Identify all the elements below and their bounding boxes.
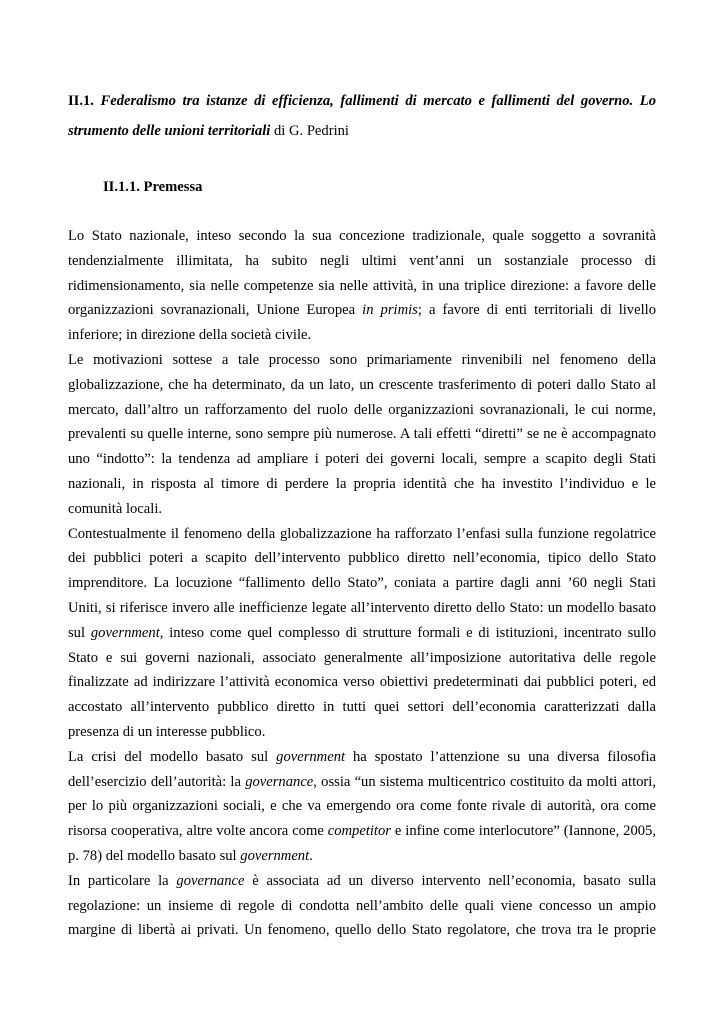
text-run: è associata ad un diverso intervento nell’economia, basato sulla regolazione: un insieme di regole di condotta nell’ambito delle quali viene concesso un ampio margine di libertà ai privati. Un fenomeno, quello dello Stato regolatore, che trova tra le proprie (68, 872, 656, 939)
text-run: Le motivazioni sottese a tale processo sono primariamente rinvenibili nel fenomeno della globalizzazione, che ha determinato, da un lato, un crescente trasferimento di poteri dallo Stato al mercato, dall’altro un rafforzamento del ruolo delle organizzazioni sovranazionali, le cui norme, prevalenti su quelle interne, sono sempre più numerose. A tali effetti “diretti” se ne è accompagnato uno “indotto”: la tendenza ad ampliare i poteri dei governi locali, sempre a scapito degli Stati nazionali, in risposta al timore di perdere la propria identità che ha investito l’individuo e le comunità locali. (68, 351, 656, 517)
paragraph-5 (68, 869, 656, 943)
section-title: Federalismo tra istanze di efficienza, fallimenti di mercato e fallimenti del governo. Lo strumento delle unioni territoriali (68, 93, 656, 139)
italic-run: government (276, 748, 346, 765)
section-author: di G. Pedrini (273, 123, 349, 139)
text-run: Contestualmente il fenomeno della globalizzazione ha rafforzato l’enfasi sulla funzione regolatrice dei pubblici poteri a scapito dell’intervento pubblico diretto nell’economia, tipico dello Stato imprenditore. La locuzione “fallimento dello Stato”, coniata a partire dagli anni ’60 negli Stati Uniti, si riferisce invero alle inefficienze legate all’intervento diretto dello Stato: un modello basato sul (68, 525, 656, 641)
text-run: , ossia “un sistema multicentrico costituito da molti attori, per lo più organizzazioni sociali, e che va emergendo ora come fonte rivale di autorità, ora come risorsa cooperativa, altre volte ancora come (68, 773, 656, 840)
italic-run: competitor (327, 823, 391, 840)
paragraph-2 (68, 348, 656, 522)
body-text (68, 224, 656, 943)
text-run: ; a favore di enti territoriali di livello inferiore; in direzione della società civile. (68, 302, 656, 344)
italic-run: governance (245, 773, 314, 790)
text-run: ha spostato l’attenzione su una diversa filosofia dell’esercizio dell’autorità: la (68, 748, 656, 790)
italic-run: government (240, 847, 310, 864)
text-run: e infine come interlocutore” (Iannone, 2005, p. 78) del modello basato sul (68, 823, 656, 864)
paragraph-4 (68, 745, 656, 869)
subsection-heading: II.1.1. Premessa (103, 179, 203, 195)
text-run: Lo Stato nazionale, inteso secondo la sua concezione tradizionale, quale soggetto a sovranità tendenzialmente illimitata, ha subito negli ultimi vent’anni un sostanziale processo di ridimensionamento, sia nelle competenze sia nelle attività, in una triplice direzione: a favore delle organizzazioni sovranazionali, Unione Europea (68, 228, 656, 319)
section-number: II.1. (68, 93, 94, 109)
italic-run: in primis (362, 302, 418, 319)
italic-run: government (90, 624, 160, 641)
text-run: In particolare la (68, 872, 177, 889)
text-run: . (309, 847, 313, 864)
text-run: La crisi del modello basato sul (68, 748, 277, 765)
text-run: , inteso come quel complesso di strutture formali e di istituzioni, incentrato sullo Stato e sui governi nazionali, associato generalmente all’imposizione autoritativa delle regole finalizzate ad indirizzare l’attività economica verso obiettivi predeterminati dai pubblici poteri, ed accostato all’intervento pubblico diretto in tutti quei settori dell’economia caratterizzati dalla presenza di un interesse pubblico. (68, 624, 656, 740)
paragraph-3 (68, 522, 656, 745)
paragraph-1 (68, 224, 656, 348)
section-heading (68, 86, 656, 146)
italic-run: governance (176, 872, 245, 889)
